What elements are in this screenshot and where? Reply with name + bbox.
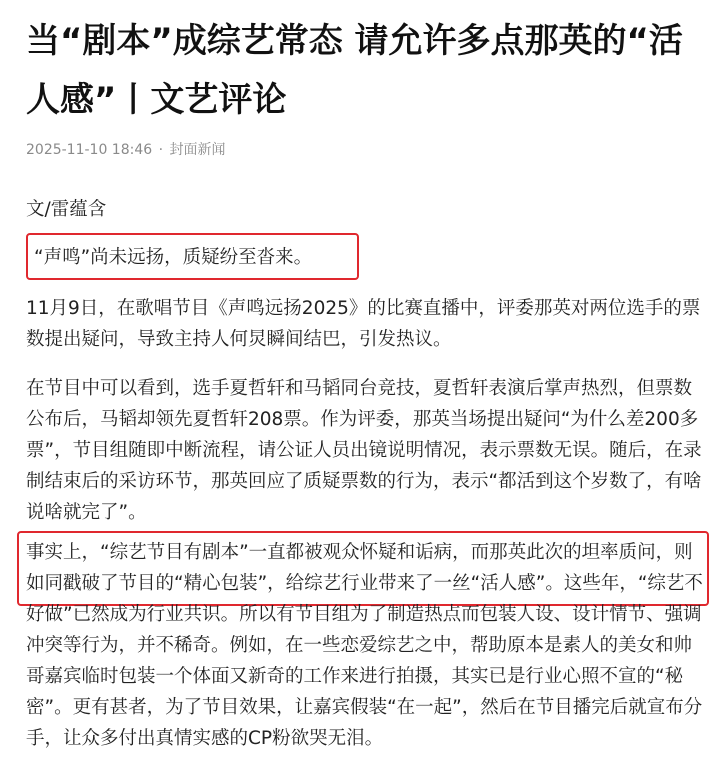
article-title: 当“剧本”成综艺常态 请允许多点那英的“活人感”丨文艺评论 [26,21,683,120]
publish-date: 2025-11-10 18:46 [26,142,153,158]
paragraph-2: 在节目中可以看到，选手夏哲轩和马韬同台竞技，夏哲轩表演后掌声热烈，但票数公布后，马韬却领先夏哲轩208票。作为评委，那英当场提出疑问“为什么差200多票”，节目组随即中断流程，请公证人员出镜说明情况，表示票数无误。随后，在录制结束后的采访环节，那英回应了质疑票数的行为，表示“都活到这个岁数了，有啥说啥就完了”。 [26,378,702,523]
meta-separator: · [158,142,164,158]
paragraph-1: 11月9日，在歌唱节目《声鸣远扬2025》的比赛直播中，评委那英对两位选手的票数提出疑问，导致主持人何炅瞬间结巴，引发热议。 [26,298,701,350]
article-meta [26,140,226,160]
source-name: 封面新闻 [169,142,226,158]
author-line: 文/雷蕴含 [26,199,107,220]
paragraph-3: 事实上，“综艺节目有剧本”一直都被观众怀疑和诟病，而那英此次的坦率质问，则如同戳破了节目的“精心包装”，给综艺行业带来了一丝“活人感”。这些年，“综艺不好做”已然成为行业共识。所以有节目组为了制造热点而包装人设、设计情节、强调冲突等行为，并不稀奇。例如，在一些恋爱综艺之中，帮助原本是素人的美女和帅哥嘉宾临时包装一个体面又新奇的工作来进行拍摄，其实已是行业心照不宣的“秘密”。更有甚者，为了节目效果，让嘉宾假装“在一起”，然后在节目播完后就宣布分手，让众多付出真情实感的CP粉欲哭无泪。 [26,542,703,749]
lead-sentence: “声鸣”尚未远扬，质疑纷至沓来。 [34,247,313,268]
